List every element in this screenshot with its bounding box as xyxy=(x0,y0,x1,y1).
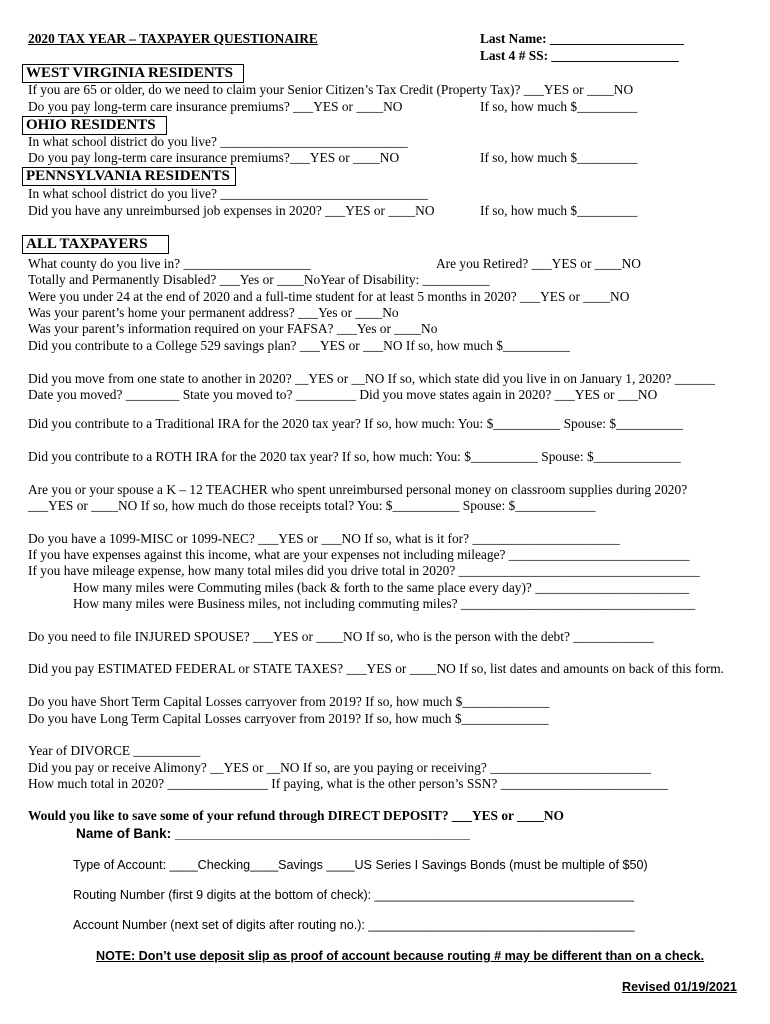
date-moved-question[interactable]: Date you moved? ________ State you moved to? _________ Did you move states again in 2020? ___YES or ___NO xyxy=(28,387,658,402)
estimated-taxes-question[interactable]: Did you pay ESTIMATED FEDERAL or STATE TAXES? ___YES or ____NO If so, list dates and amounts on back of this form. xyxy=(28,661,724,676)
alimony-question[interactable]: Did you pay or receive Alimony? __YES or __NO If so, are you paying or receiving? ________________________ xyxy=(28,760,651,775)
income-expenses-field[interactable]: If you have expenses against this income, what are your expenses not including mileage? ___________________________ xyxy=(28,547,690,562)
oh-ltc-amount[interactable]: If so, how much $_________ xyxy=(480,150,638,165)
college-529-question[interactable]: Did you contribute to a College 529 savings plan? ___YES or ___NO If so, how much $__________ xyxy=(28,338,570,353)
divorce-year-field[interactable]: Year of DIVORCE __________ xyxy=(28,743,201,758)
last-name-field[interactable]: Last Name: ____________________ xyxy=(480,31,684,46)
oh-ltc-question[interactable]: Do you pay long-term care insurance premiums?___YES or ____NO xyxy=(28,150,400,165)
retired-question[interactable]: Are you Retired? ___YES or ____NO xyxy=(436,256,641,271)
wv-ltc-amount[interactable]: If so, how much $_________ xyxy=(480,99,638,114)
county-field[interactable]: What county do you live in? ___________________ xyxy=(28,256,311,271)
roth-ira-question[interactable]: Did you contribute to a ROTH IRA for the 2020 tax year? If so, how much: You: $__________ Spouse: $_____________ xyxy=(28,449,681,464)
wv-ltc-question[interactable]: Do you pay long-term care insurance premiums? ___YES or ____NO xyxy=(28,99,403,114)
long-term-loss-question[interactable]: Do you have Long Term Capital Losses carryover from 2019? If so, how much $_____________ xyxy=(28,711,549,726)
move-states-question[interactable]: Did you move from one state to another in 2020? __YES or __NO If so, which state did you live in on January 1, 2020? ______ xyxy=(28,371,715,386)
routing-number-field[interactable]: Routing Number (first 9 digits at the bottom of check): _____________________________________ xyxy=(73,888,634,902)
form-title: 2020 TAX YEAR – TAXPAYER QUESTIONAIRE xyxy=(28,31,318,46)
total-miles-field[interactable]: If you have mileage expense, how many total miles did you drive total in 2020? ____________________________________ xyxy=(28,563,700,578)
oh-heading: OHIO RESIDENTS xyxy=(22,116,167,135)
alimony-total-field[interactable]: How much total in 2020? _______________ If paying, what is the other person’s SSN? _________________________ xyxy=(28,776,669,791)
disabled-question[interactable]: Totally and Permanently Disabled? ___Yes or ____NoYear of Disability: __________ xyxy=(28,272,490,287)
oh-school-district[interactable]: In what school district do you live? ____________________________ xyxy=(28,134,408,149)
deposit-note: NOTE: Don’t use deposit slip as proof of account because routing # may be different than on a check. xyxy=(96,949,705,963)
teacher-answer[interactable]: ___YES or ____NO If so, how much do those receipts total? You: $__________ Spouse: $____________ xyxy=(28,498,596,513)
pa-school-district[interactable]: In what school district do you live? _______________________________ xyxy=(28,186,428,201)
bank-name-field[interactable]: Name of Bank: _______________________________________ xyxy=(76,826,470,841)
injured-spouse-question[interactable]: Do you need to file INJURED SPOUSE? ___YES or ____NO If so, who is the person with the debt? ____________ xyxy=(28,629,654,644)
traditional-ira-question[interactable]: Did you contribute to a Traditional IRA for the 2020 tax year? If so, how much: You: $__________ Spouse: $__________ xyxy=(28,416,683,431)
teacher-question: Are you or your spouse a K – 12 TEACHER who spent unreimbursed personal money on classroom supplies during 2020? xyxy=(28,482,688,497)
pa-heading: PENNSYLVANIA RESIDENTS xyxy=(22,167,236,186)
under24-student-question[interactable]: Were you under 24 at the end of 2020 and a full-time student for at least 5 months in 2020? ___YES or ____NO xyxy=(28,289,630,304)
short-term-loss-question[interactable]: Do you have Short Term Capital Losses carryover from 2019? If so, how much $_____________ xyxy=(28,694,550,709)
account-type-field[interactable]: Type of Account: ____Checking____Savings ____US Series I Savings Bonds (must be multiple of $50) xyxy=(73,858,648,872)
commuting-miles-field[interactable]: How many miles were Commuting miles (back & forth to the same place every day)? _______________________ xyxy=(73,580,690,595)
fafsa-question[interactable]: Was your parent’s information required on your FAFSA? ___Yes or ____No xyxy=(28,321,438,336)
wv-senior-credit-question[interactable]: If you are 65 or older, do we need to claim your Senior Citizen’s Tax Credit (Property Tax)? ___YES or ____NO xyxy=(28,82,634,97)
all-taxpayers-heading: ALL TAXPAYERS xyxy=(22,235,169,254)
business-miles-field[interactable]: How many miles were Business miles, not including commuting miles? ___________________________________ xyxy=(73,596,696,611)
pa-job-expenses-question[interactable]: Did you have any unreimbursed job expenses in 2020? ___YES or ____NO xyxy=(28,203,435,218)
pa-job-expenses-amount[interactable]: If so, how much $_________ xyxy=(480,203,638,218)
parent-home-question[interactable]: Was your parent’s home your permanent address? ___Yes or ____No xyxy=(28,305,399,320)
direct-deposit-question[interactable]: Would you like to save some of your refund through DIRECT DEPOSIT? ___YES or ____NO xyxy=(28,808,564,823)
revised-date: Revised 01/19/2021 xyxy=(622,980,737,994)
1099-misc-question[interactable]: Do you have a 1099-MISC or 1099-NEC? ___YES or ___NO If so, what is it for? ______________________ xyxy=(28,531,620,546)
last4-ss-field[interactable]: Last 4 # SS: ___________________ xyxy=(480,48,679,63)
wv-heading: WEST VIRGINIA RESIDENTS xyxy=(22,64,244,83)
account-number-field[interactable]: Account Number (next set of digits after routing no.): ______________________________________ xyxy=(73,918,635,932)
